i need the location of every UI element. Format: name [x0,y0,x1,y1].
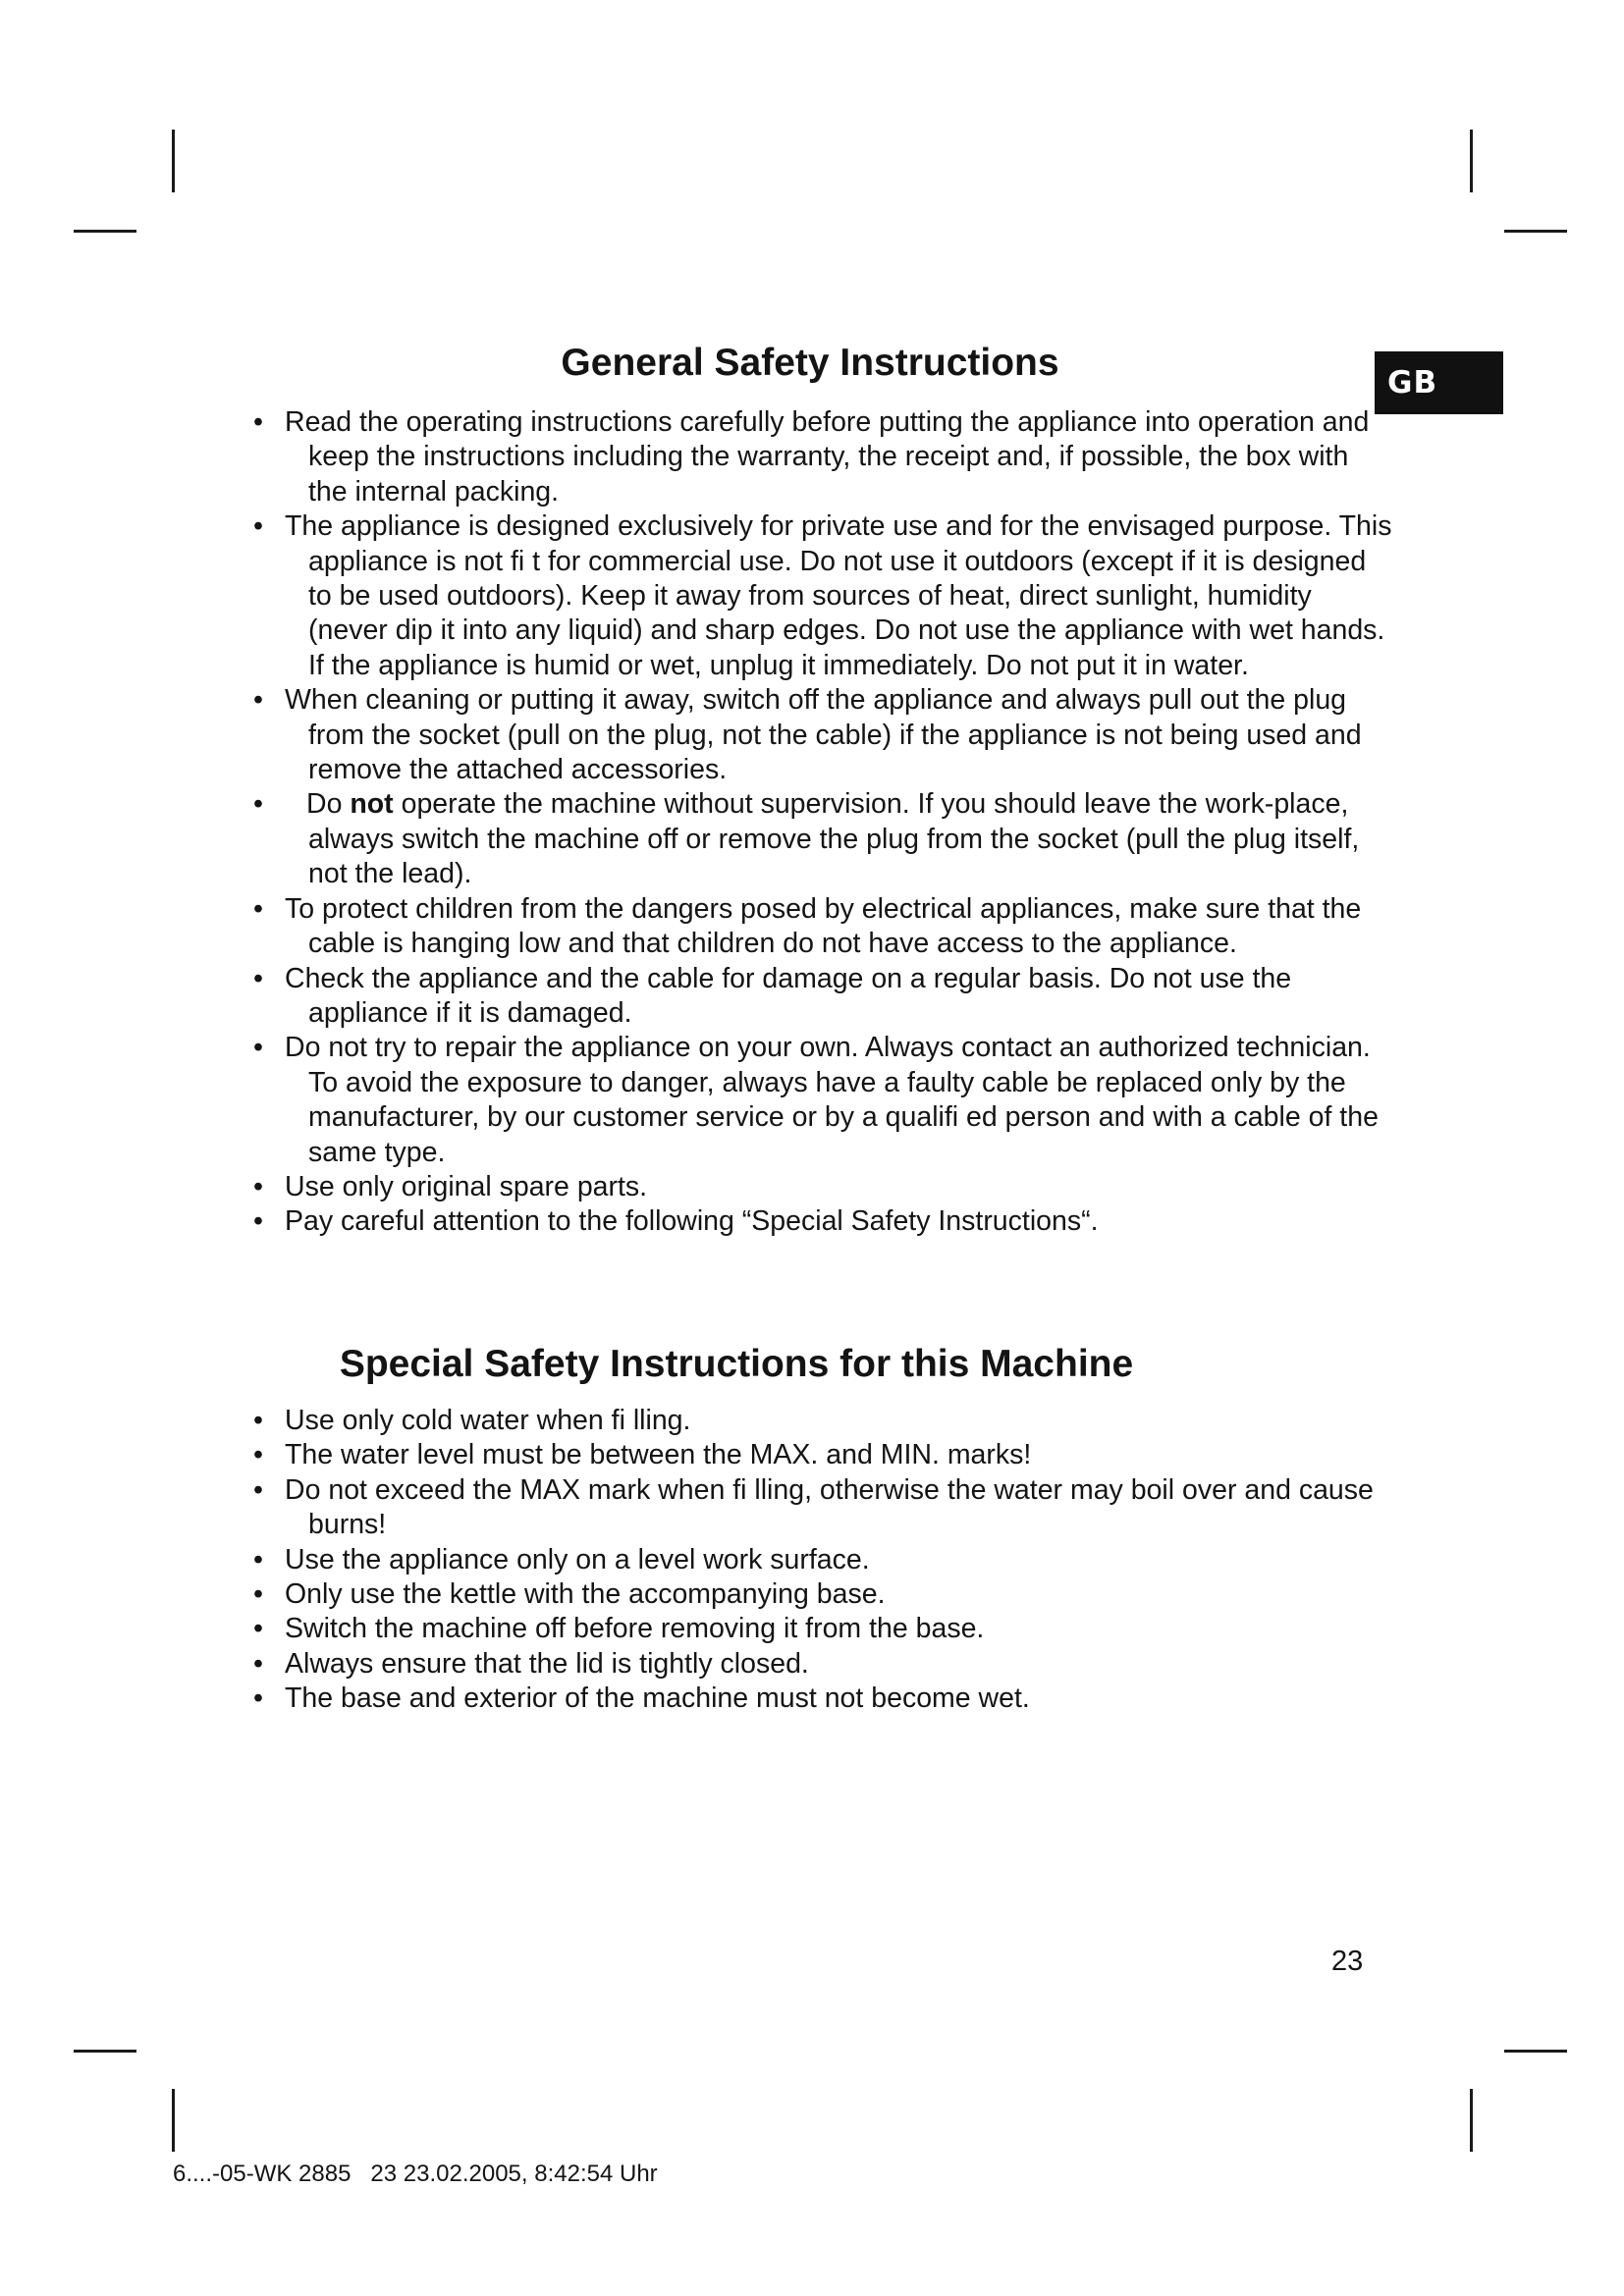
bullet-icon: • [253,788,263,821]
crop-mark-bottom-right-horizontal [1504,2050,1567,2053]
list-item-text: Switch the machine off before removing it from the base. [285,1613,985,1645]
list-item-text: Use the appliance only on a level work surface. [285,1543,870,1575]
list-item [253,1647,1392,1682]
crop-mark-top-left-vertical [172,130,175,192]
list-item [253,1473,1392,1543]
bullet-icon: • [253,684,263,717]
bullet-icon: • [253,1405,263,1436]
list-item [253,1204,1392,1239]
list-item-text: To protect children from the dangers posed by electrical appliances, make sure that the cable is hanging low and that children do not have access to the appliance. [285,892,1362,960]
bullet-icon: • [253,1647,263,1680]
general-safety-list [253,405,1392,1240]
list-item-text [306,788,1359,889]
list-item-text: Read the operating instructions carefully before putting the appliance into operation and keep the instructions including the warranty, the receipt and, if possible, the box with the internal packing. [285,406,1370,507]
bullet-icon: • [253,962,263,994]
special-safety-heading: Special Safety Instructions for this Machine [339,1343,1134,1385]
list-item [253,1612,1392,1646]
bullet-icon: • [253,1543,263,1575]
list-item [253,962,1392,1032]
list-item-text: When cleaning or putting it away, switch off the appliance and always pull out the plug from the socket (pull on the plug, not the cable) if the appliance is not being used and remove the attached accessories. [285,684,1362,786]
crop-mark-top-right-horizontal [1504,230,1567,233]
emphasis-not: not [350,788,394,821]
list-item-text: Use only cold water when fi lling. [285,1405,691,1436]
bullet-icon: • [253,1578,263,1611]
general-safety-heading: General Safety Instructions [561,342,1059,384]
list-item-text: Check the appliance and the cable for damage on a regular basis. Do not use the appliance if it is damaged. [285,962,1292,1029]
bullet-icon: • [253,1170,263,1202]
crop-mark-bottom-left-horizontal [74,2050,136,2053]
crop-mark-bottom-right-vertical [1470,2089,1473,2152]
list-item-text: The appliance is designed exclusively for private use and for the envisaged purpose. This appliance is not fi t for commercial use. Do not use it outdoors (except if it is designed to be used outdoors). Keep it away from sources of heat, direct sunlight, humidity (never dip it into any liquid) and sharp edges. Do not use the appliance with wet hands. If the appliance is humid or wet, unplug it immediately. Do not put it in water. [285,510,1392,681]
list-item [253,1543,1392,1577]
list-item-text: The water level must be between the MAX. and MIN. marks! [285,1439,1032,1471]
language-tab: GB [1375,351,1503,414]
list-item [253,1682,1392,1716]
bullet-icon: • [253,1439,263,1471]
list-item [253,1577,1392,1612]
bullet-icon: • [253,510,263,543]
bullet-icon: • [253,1205,263,1238]
list-item-text-end: operate the machine without supervision. If you should leave the work-place, always switch the machine off or remove the plug from the socket (pull the plug itself, not the lead). [308,788,1360,890]
list-item-text: Do not try to repair the appliance on your own. Always contact an authorized technician. To avoid the exposure to danger, always have a faulty cable be replaced only by the manufacturer, by our customer service or by a qualifi ed person and with a cable of the same type. [285,1032,1379,1168]
list-item [253,405,1392,509]
list-item-text: Pay careful attention to the following “Special Safety Instructions“. [285,1205,1099,1238]
list-item [253,1170,1392,1204]
bullet-icon: • [253,1473,263,1506]
print-footer: 6....-05-WK 2885 23 23.02.2005, 8:42:54 Uhr [173,2161,658,2187]
list-item [253,892,1392,962]
list-item [253,683,1392,787]
list-item [253,787,1392,891]
list-item-text: Do not exceed the MAX mark when fi lling, otherwise the water may boil over and cause burns! [285,1473,1374,1541]
list-item [253,1404,1392,1438]
list-item [253,1031,1392,1170]
bullet-icon: • [253,1032,263,1064]
bullet-icon: • [253,1682,263,1715]
bullet-icon: • [253,406,263,438]
crop-mark-top-right-vertical [1470,130,1473,192]
bullet-icon: • [253,1613,263,1645]
page-number: 23 [1331,1946,1364,1977]
crop-mark-top-left-horizontal [74,230,136,233]
list-item-text: The base and exterior of the machine must not become wet. [285,1682,1030,1715]
list-item-text-start: Do [306,788,351,821]
list-item-text: Always ensure that the lid is tightly closed. [285,1647,809,1680]
list-item [253,509,1392,683]
special-safety-list [253,1404,1392,1717]
crop-mark-bottom-left-vertical [172,2089,175,2152]
list-item-text: Use only original spare parts. [285,1170,648,1202]
list-item [253,1438,1392,1472]
bullet-icon: • [253,892,263,925]
list-item-text: Only use the kettle with the accompanying base. [285,1578,886,1611]
